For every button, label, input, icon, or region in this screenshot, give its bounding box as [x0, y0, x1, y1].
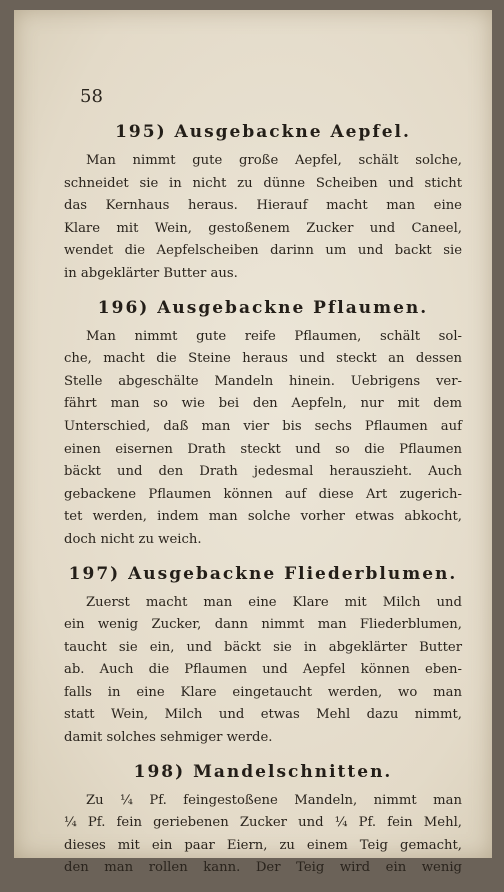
recipe-section: [64, 762, 462, 880]
text-line: einen eisernen Drath steckt und so die Pflaumen: [64, 441, 462, 457]
text-line: Klare mit Wein, gestoßenem Zucker und Caneel,: [64, 220, 462, 236]
text-line: Zuerst macht man eine Klare mit Milch und: [86, 594, 462, 610]
text-line: Zu ¼ Pf. feingestoßene Mandeln, nimmt man: [86, 792, 462, 808]
recipe-section: [64, 564, 462, 750]
recipe-title: 195) Ausgebackne Aepfel.: [115, 122, 411, 142]
text-line: statt Wein, Milch und etwas Mehl dazu nimmt,: [64, 707, 462, 723]
text-line: Unterschied, daß man vier bis sechs Pflaumen auf: [64, 418, 462, 434]
text-line: wendet die Aepfelscheiben darinn um und backt sie: [64, 243, 462, 259]
text-line: ¼ Pf. fein geriebenen Zucker und ¼ Pf. fein Mehl,: [64, 815, 462, 831]
book-page: [14, 10, 492, 876]
text-line: ab. Auch die Pflaumen und Aepfel können eben-: [64, 662, 462, 678]
text-line: Man nimmt gute große Aepfel, schält solche,: [86, 153, 462, 168]
text-line: in abgeklärter Butter aus.: [64, 265, 238, 281]
page-content: [64, 122, 462, 892]
recipe-section: [64, 298, 462, 552]
text-line: dieses mit ein paar Eiern, zu einem Teig gemacht,: [64, 837, 462, 853]
text-line: fährt man so wie bei den Aepfeln, nur mit dem: [64, 396, 462, 412]
text-line: Stelle abgeschälte Mandeln hinein. Uebrigens ver-: [64, 373, 462, 389]
text-line: gebackene Pflaumen können auf diese Art zugerich-: [64, 486, 462, 502]
text-line: ein wenig Zucker, dann nimmt man Fliederblumen,: [64, 617, 462, 633]
text-line: schneidet sie in nicht zu dünne Scheiben und sticht: [64, 175, 462, 191]
text-line: doch nicht zu weich.: [64, 531, 202, 547]
recipe-title: 196) Ausgebackne Pflaumen.: [97, 297, 429, 318]
text-line: den man rollen kann. Der Teig wird ein wenig: [64, 860, 462, 876]
text-line: bäckt und den Drath jedesmal herauszieht. Auch: [64, 464, 462, 480]
text-line: damit solches sehmiger werde.: [64, 730, 273, 746]
text-line: Man nimmt gute reife Pflaumen, schält sol-: [86, 328, 462, 344]
text-line: che, macht die Steine heraus und steckt an dessen: [64, 351, 462, 367]
recipe-title: 198) Mandelschnitten.: [133, 761, 393, 782]
text-line: tet werden, indem man solche vorher etwas abkocht,: [64, 509, 462, 525]
text-line: falls in eine Klare eingetaucht werden, wo man: [64, 684, 462, 700]
text-line: das Kernhaus heraus. Hierauf macht man eine: [64, 198, 462, 214]
recipe-section: [64, 122, 462, 286]
text-line: taucht sie ein, und bäckt sie in abgeklärter Butter: [64, 639, 462, 655]
recipe-title: 197) Ausgebackne Fliederblumen.: [68, 563, 458, 584]
page-number: 58: [80, 86, 103, 107]
